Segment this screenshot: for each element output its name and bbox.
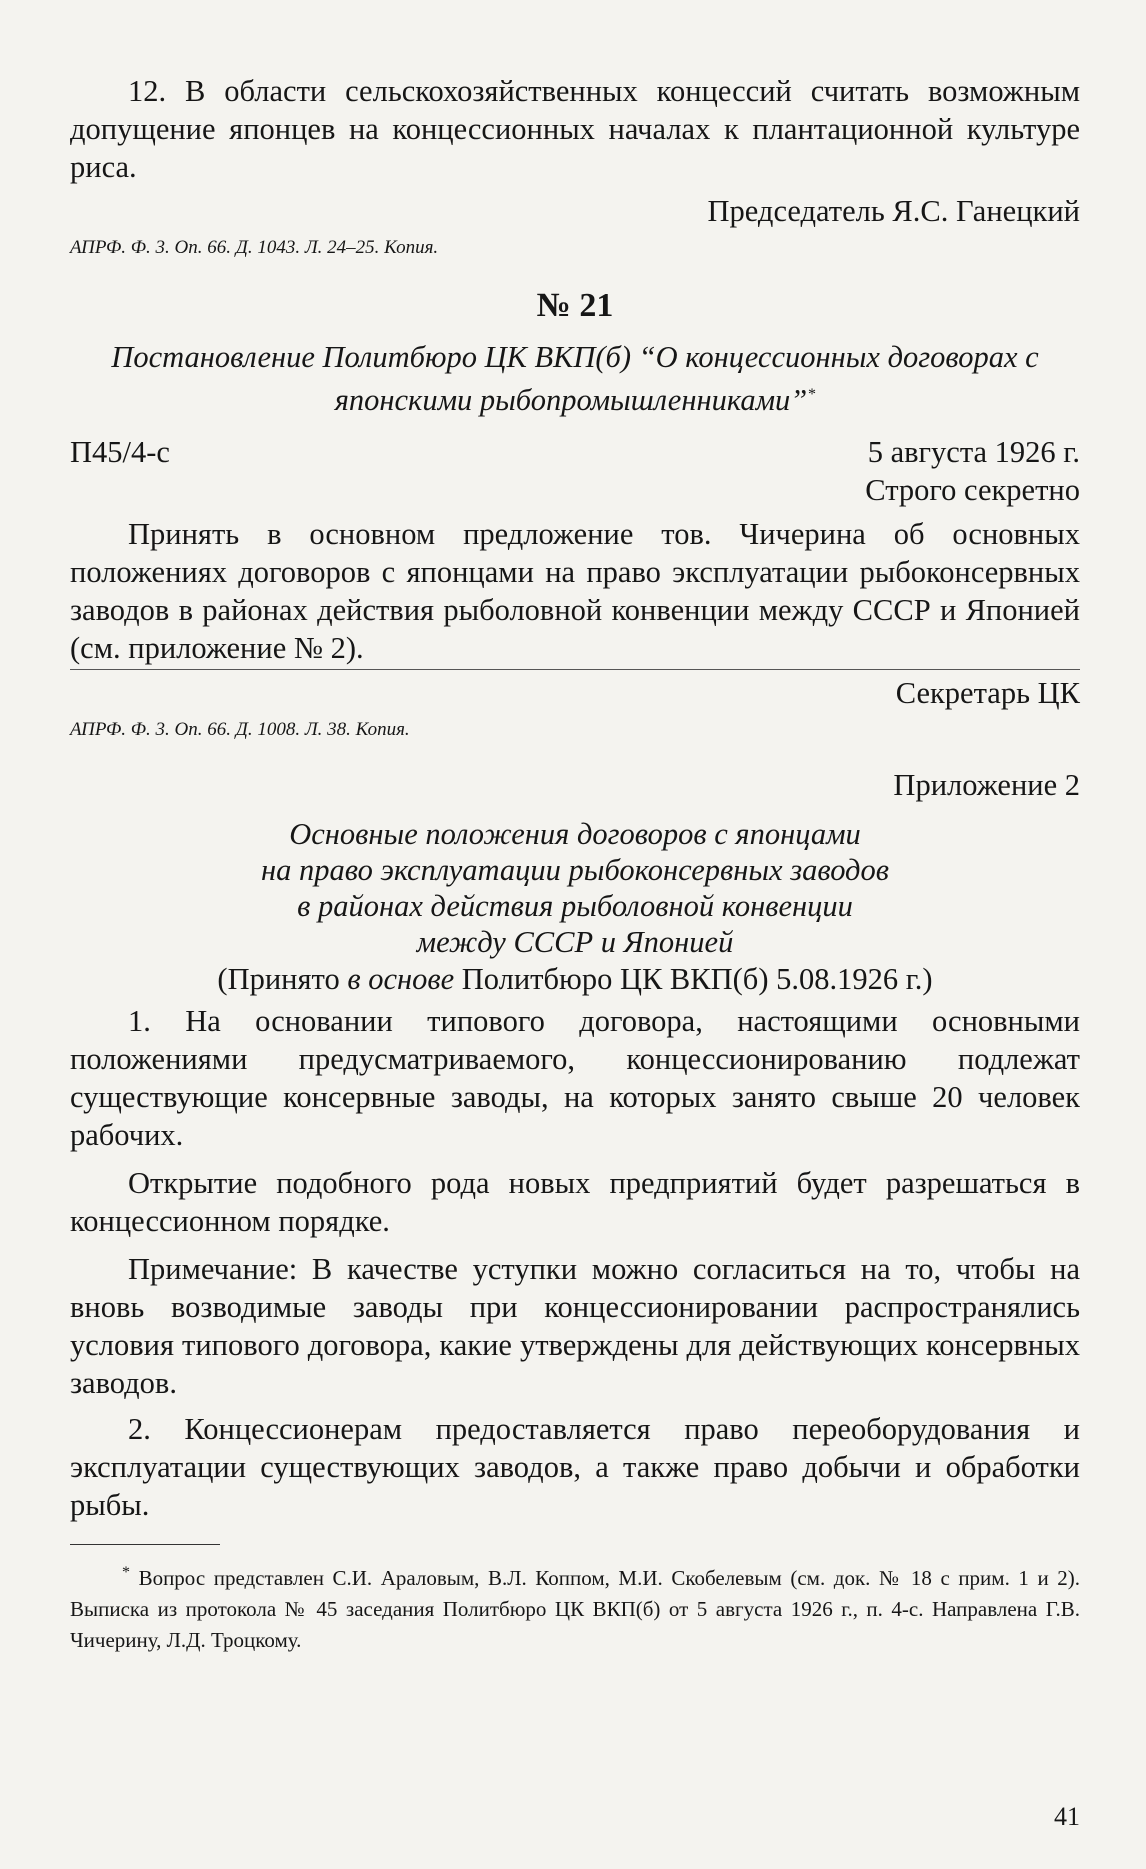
- document-meta-row: [70, 433, 1080, 471]
- footnote-text: Вопрос представлен С.И. Араловым, В.Л. Коппом, М.И. Скобелевым (см. док. № 18 с прим. 1 и 2). Выписка из протокола № 45 заседания Политбюро ЦК ВКП(б) от 5 августа 1926 г., п. 4-с. Направлена Г.В. Чичерину, Л.Д. Троцкому.: [70, 1566, 1080, 1653]
- secretary-signature: Секретарь ЦК: [895, 676, 1080, 711]
- classification-label: Строго секретно: [865, 473, 1080, 508]
- document-title-text: Постановление Политбюро ЦК ВКП(б) “О концессионных договорах с японскими рыбопромышленниками”: [111, 340, 1039, 418]
- document-date: 5 августа 1926 г.: [867, 435, 1080, 470]
- page-number: 41: [1054, 1802, 1080, 1831]
- paragraph-12: 12. В области сельскохозяйственных концессий считать возможным допущение японцев на концессионных началах к плантационной культуре риса.: [70, 74, 1080, 184]
- appendix-label: Приложение 2: [893, 768, 1080, 803]
- appendix-paragraph: 1. На основании типового договора, настоящими основными положениями предусматриваемого, концессионированию подлежат существующие консервные заводы, на которых занято свыше 20 человек рабочих.: [70, 1004, 1080, 1153]
- acceptance-note: [70, 960, 1080, 998]
- document-title: [70, 338, 1080, 419]
- appendix-title-line: между СССР и Японией: [416, 925, 734, 960]
- acceptance-prefix: (Принято: [217, 962, 340, 997]
- appendix-title-line: в районах действия рыболовной конвенции: [297, 889, 853, 924]
- appendix-paragraph: 2. Концессионерам предоставляется право переоборудования и эксплуатации существующих заводов, а также право добычи и обработки рыбы.: [70, 1412, 1080, 1523]
- appendix-paragraph: Открытие подобного рода новых предприятий будет разрешаться в концессионном порядке.: [70, 1166, 1080, 1239]
- footnote-divider: [70, 1544, 220, 1545]
- appendix-title: [70, 816, 1080, 960]
- appendix-title-line: на право эксплуатации рыбоконсервных заводов: [261, 853, 889, 888]
- archive-reference: АПРФ. Ф. 3. Оп. 66. Д. 1043. Л. 24–25. Копия.: [70, 237, 439, 258]
- footnote: [70, 1557, 1080, 1656]
- document-page: [70, 72, 1080, 1852]
- chairman-signature: Председатель Я.С. Ганецкий: [707, 194, 1080, 228]
- acceptance-suffix: Политбюро ЦК ВКП(б) 5.08.1926 г.): [461, 962, 933, 997]
- protocol-reference: П45/4-с: [70, 435, 170, 470]
- appendix-title-line: Основные положения договоров с японцами: [289, 817, 861, 852]
- footnote-mark: *: [122, 1564, 130, 1582]
- resolution-body: Принять в основном предложение тов. Чичерина об основных положениях договоров с японцами на право эксплуатации рыбоконсервных заводов в районах действия рыболовной конвенции между СССР и Японией (см. приложение № 2).: [70, 515, 1080, 670]
- archive-reference-2: АПРФ. Ф. 3. Оп. 66. Д. 1008. Л. 38. Копия.: [70, 719, 410, 741]
- document-number: № 21: [536, 287, 614, 324]
- appendix-paragraph: Примечание: В качестве уступки можно согласиться на то, чтобы на вновь возводимые заводы при концессионировании распространялись условия типового договора, какие утверждены для действующих консервных заводов.: [70, 1252, 1080, 1401]
- acceptance-italic: в основе: [347, 962, 455, 997]
- footnote-marker: *: [807, 386, 816, 403]
